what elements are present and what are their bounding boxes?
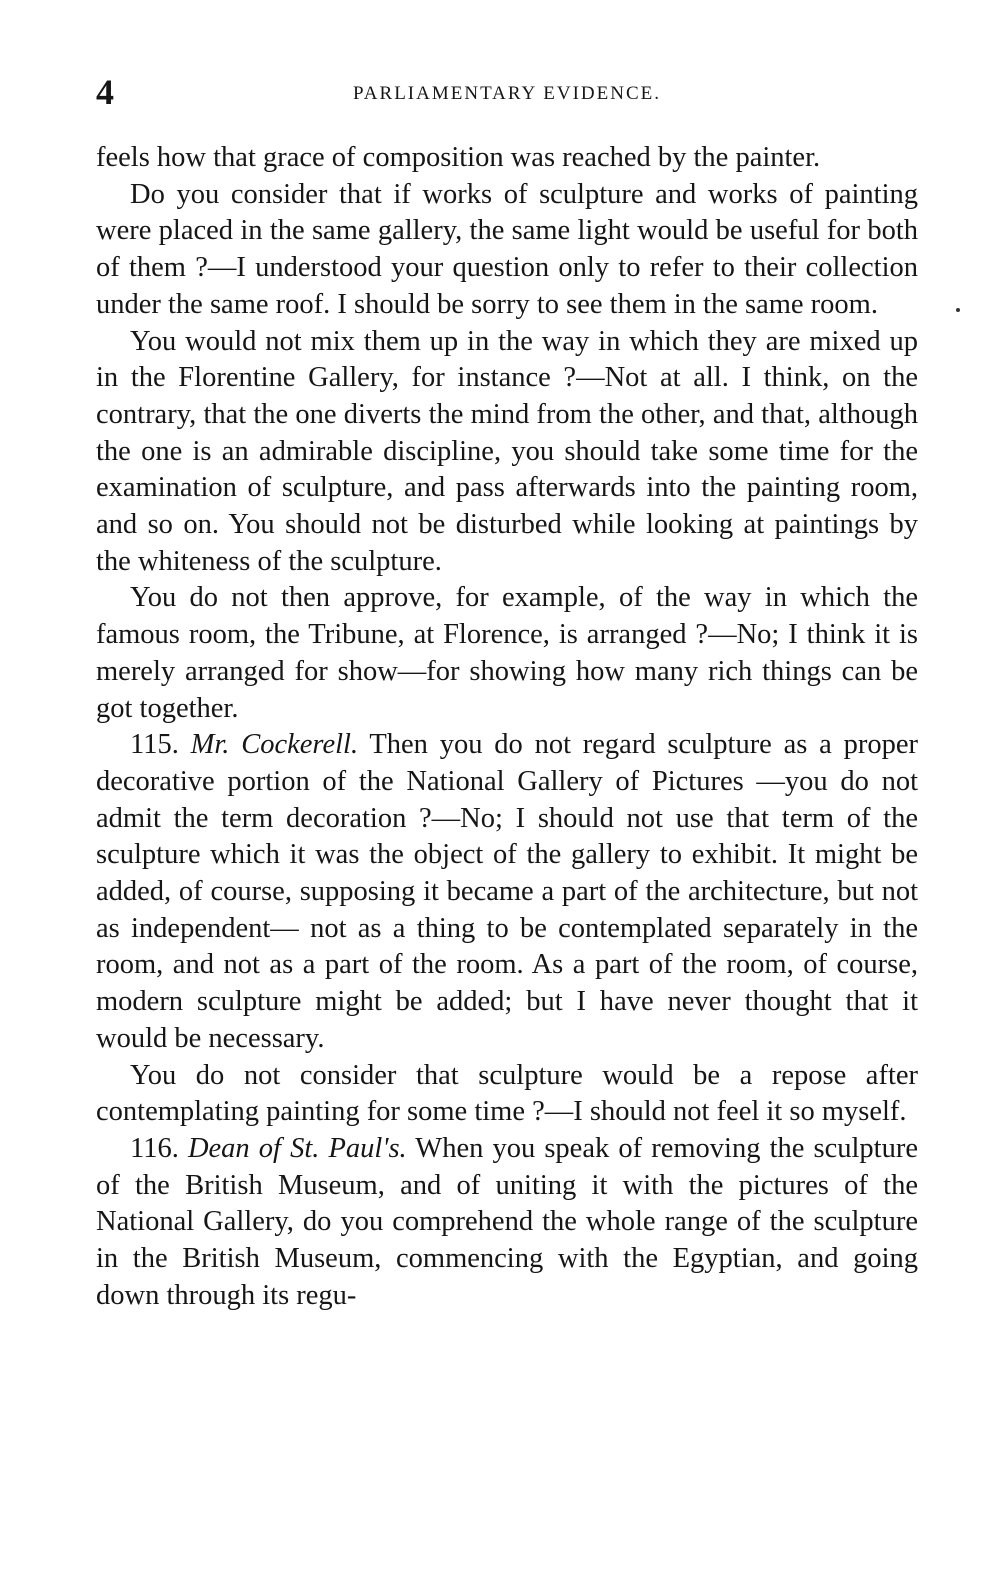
paragraph-repose: You do not consider that sculpture would be a repose after contemplating painting for some time ?—I should not feel it so myself. <box>96 1059 918 1128</box>
body-text <box>96 140 918 1315</box>
question-text: Then you do not regard sculpture as a proper decorative portion of the National Gallery of Pictures —you do not admit the term decoration ?—No; I should not use that term of the sculpture which it was the object of the gallery to exhibit. It might be added, of course, supposing it became a part of the architecture, but not as independent— not as a thing to be contemplated separately in the room, and not as a part of the room. As a part of the room, of course, modern sculpture might be added; but I have never thought that it would be necessary. <box>96 729 918 1054</box>
question-number: 115. <box>130 729 179 761</box>
paragraph-florentine-gallery: You would not mix them up in the way in which they are mixed up in the Florentine Gallery, for instance ?—Not at all. I think, on the contrary, that the one diverts the mind from the other, and that, although the one is an admirable discipline, you should take some time for the examination of sculpture, and pass afterwards into the painting room, and so on. You should not be disturbed while looking at paintings by the whiteness of the sculpture. <box>96 325 918 577</box>
running-head: PARLIAMENTARY EVIDENCE. <box>352 83 662 104</box>
paragraph-continuation: feels how that grace of composition was reached by the painter. <box>96 142 821 173</box>
speaker-name: Dean of St. Paul's. <box>187 1132 407 1164</box>
paragraph-tribune: You do not then approve, for example, of the way in which the famous room, the Tribune, at Florence, is arranged ?—No; I think it is merely arranged for show—for showing how many rich things can be got together. <box>96 582 918 724</box>
page-header <box>96 72 918 112</box>
paragraph-115 <box>96 727 918 1057</box>
paragraph-116 <box>96 1131 918 1315</box>
ink-speck <box>956 308 960 312</box>
question-number: 116. <box>130 1132 179 1164</box>
paragraph-question-light: Do you consider that if works of sculpture and works of painting were placed in the same gallery, the same light would be useful for both of them ?—I understood your question only to refer to their collection under the same roof. I should be sorry to see them in the same room. <box>96 178 918 320</box>
question-text: When you speak of removing the sculpture of the British Museum, and of uniting it with the pictures of the National Gallery, do you comprehend the whole range of the sculpture in the British Museum, commencing with the Egyptian, and going down through its regu- <box>96 1132 918 1311</box>
speaker-name: Mr. Cockerell. <box>190 729 359 761</box>
page-number: 4 <box>96 72 114 112</box>
